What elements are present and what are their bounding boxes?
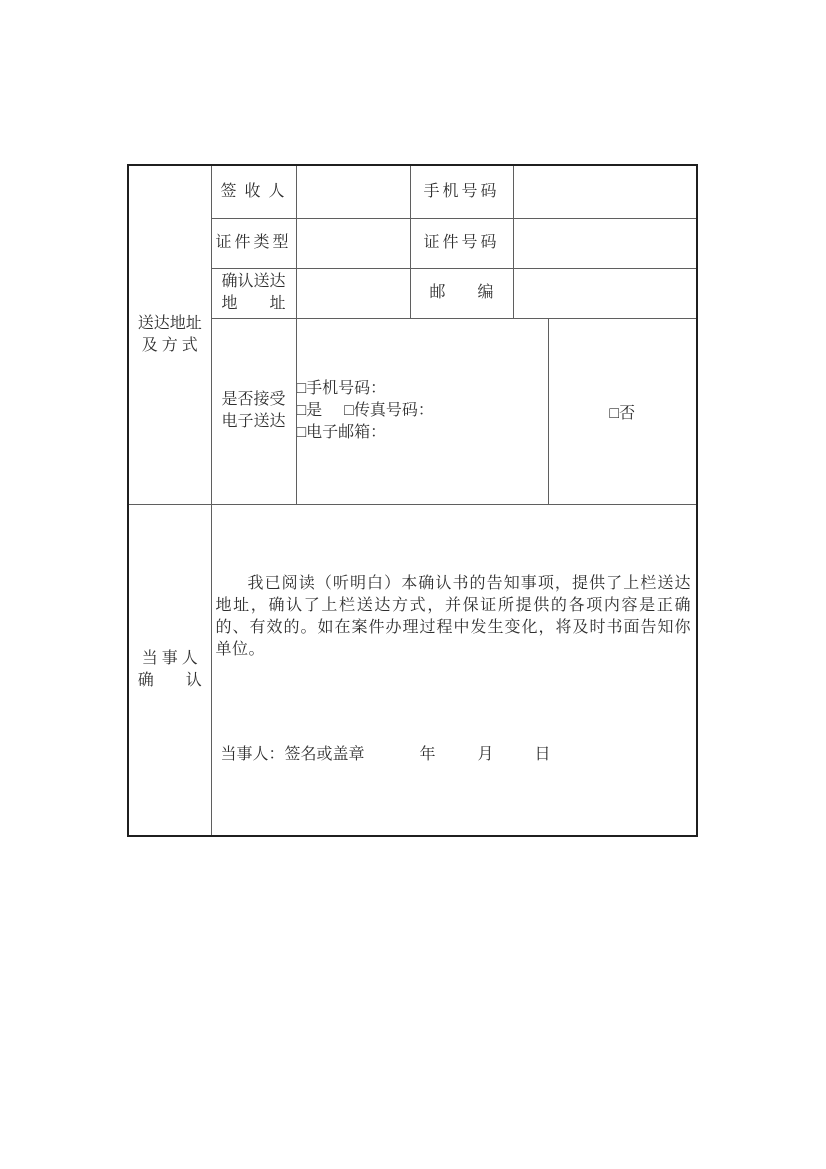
field-label-confirmed-address-line2: 地 址 <box>221 295 286 312</box>
date-day-label[interactable]: 日 <box>534 745 551 763</box>
field-label-confirmed-address <box>211 268 296 318</box>
section-label-party-confirmation <box>128 504 211 836</box>
checkbox-phone-number[interactable]: □手机号码： <box>296 380 387 397</box>
section-label-party-line2: 确 认 <box>137 671 202 689</box>
checkbox-email[interactable]: □电子邮箱： <box>296 424 387 441</box>
field-value-recipient[interactable] <box>296 165 410 218</box>
field-label-accept-electronic-line1: 是否接受 <box>221 391 286 408</box>
field-label-recipient: 签 收 人 <box>211 165 296 218</box>
field-label-id-number: 证件号码 <box>410 218 513 268</box>
section-label-delivery-line1: 送达地址 <box>137 314 202 332</box>
field-value-confirmed-address[interactable] <box>296 268 410 318</box>
field-value-mobile[interactable] <box>513 165 697 218</box>
checkbox-no[interactable]: □否 <box>609 404 636 422</box>
section-label-party-line1: 当 事 人 <box>141 649 198 667</box>
signature-label[interactable]: 当事人：签名或盖章 <box>220 745 365 763</box>
section-label-delivery-line2: 及 方 式 <box>141 336 198 354</box>
field-label-id-type: 证件类型 <box>211 218 296 268</box>
field-value-id-number[interactable] <box>513 218 697 268</box>
confirmation-content-cell <box>211 504 697 836</box>
confirmation-statement: 我已阅读（听明白）本确认书的告知事项，提供了上栏送达地址，确认了上栏送达方式，并保证所提供的各项内容是正确的、有效的。如在案件办理过程中发生变化，将及时书面告知你单位。 <box>215 574 691 658</box>
date-month-label[interactable]: 月 <box>477 745 494 763</box>
checkbox-row-email <box>297 422 548 444</box>
field-value-id-type[interactable] <box>296 218 410 268</box>
field-label-accept-electronic <box>211 318 296 504</box>
electronic-options-cell <box>296 318 548 504</box>
field-value-postcode[interactable] <box>513 268 697 318</box>
date-year-label[interactable]: 年 <box>419 745 436 763</box>
signature-line <box>221 741 697 764</box>
field-label-mobile: 手机号码 <box>410 165 513 218</box>
field-label-postcode: 邮 编 <box>410 268 513 318</box>
field-label-accept-electronic-line2: 电子送达 <box>221 413 286 430</box>
checkbox-row-yes-fax <box>297 400 548 422</box>
checkbox-yes[interactable]: □是 <box>296 402 323 419</box>
checkbox-fax-number[interactable]: □传真号码： <box>344 402 434 419</box>
electronic-no-cell <box>548 318 697 504</box>
delivery-confirmation-table <box>127 164 698 837</box>
checkbox-row-phone <box>297 378 548 400</box>
section-label-delivery-method <box>128 165 211 504</box>
field-label-confirmed-address-line1: 确认送达 <box>221 273 286 290</box>
